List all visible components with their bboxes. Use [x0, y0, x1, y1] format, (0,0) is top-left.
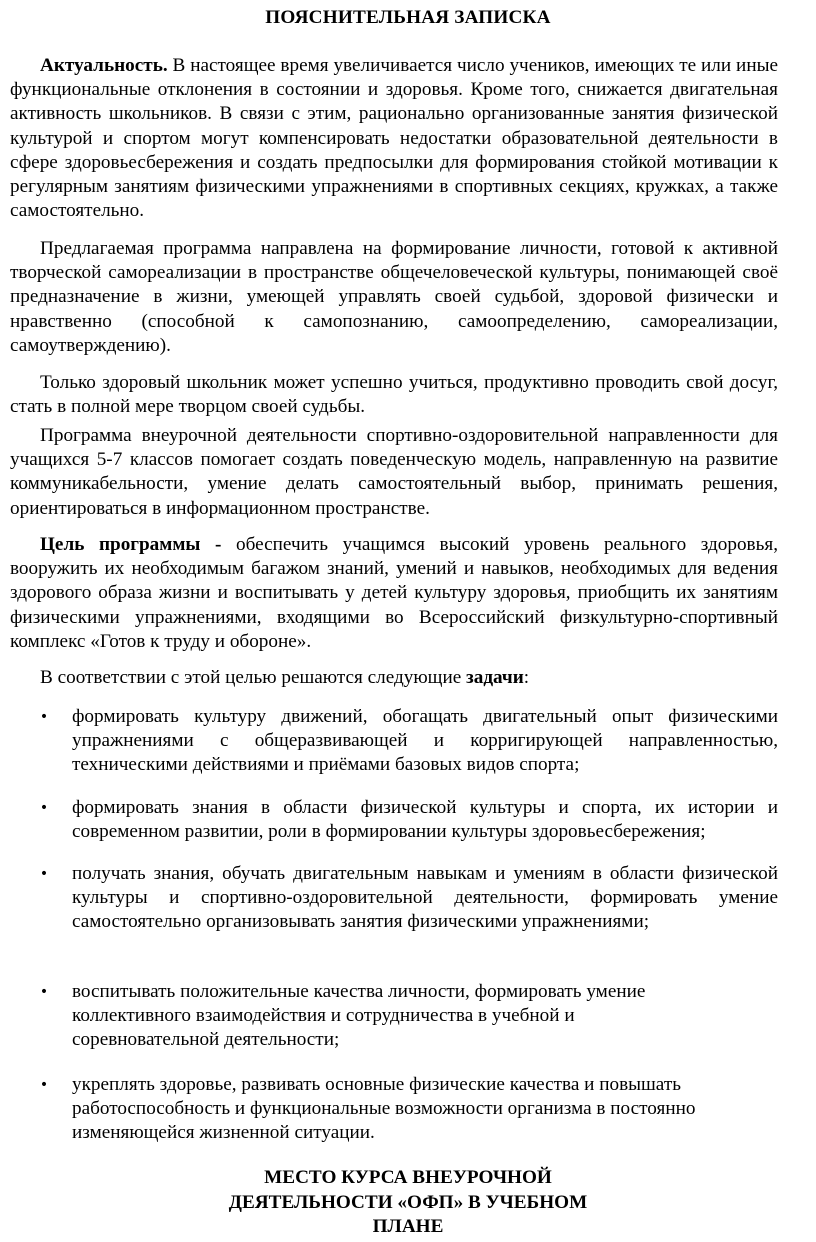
healthy-student-text: Только здоровый школьник может успешно учиться, продуктивно проводить свой досуг, стать в полной мере творцом своей судьбы. — [10, 372, 778, 418]
list-item: • формировать знания в области физической культуры и спорта, их истории и современном развитии, роли в формировании культуры здоровьесбережения; — [39, 797, 778, 843]
list-item: • воспитывать положительные качества личности, формировать умение коллективного взаимодействия и сотрудничества в учебной и соревновательной деятельности; — [39, 981, 646, 1051]
paragraph-program-description — [10, 424, 778, 521]
program-goal-label: Цель программы - — [40, 534, 222, 555]
relevance-label: Актуальность. — [40, 55, 168, 76]
list-item: • формировать культуру движений, обогащать двигательный опыт физическими упражнениями с общеразвивающей и корригирующей направленностью, техническими действиями и приёмами базовых видов спорта; — [39, 706, 778, 776]
paragraph-program-aim — [10, 237, 778, 358]
list-item: • укреплять здоровье, развивать основные физические качества и повышать работоспособность и функциональные возможности организма в постоянно изменяющейся жизненной ситуации. — [39, 1074, 696, 1144]
tasks-intro-prefix: В соответствии с этой целью решаются следующие — [40, 667, 467, 688]
section-title — [0, 1166, 816, 1240]
section-title-line2: ДЕЯТЕЛЬНОСТИ «ОФП» В УЧЕБНОМ — [228, 1191, 588, 1213]
paragraph-relevance — [10, 54, 778, 223]
program-description-text: Программа внеурочной деятельности спортивно-оздоровительной направленности для учащихся 5-7 классов помогает создать поведенческую модель, направленную на развитие коммуникабельности, умение делать самостоятельный выбор, принимать решения, ориентироваться в информационном пространстве. — [10, 425, 778, 519]
program-aim-text: Предлагаемая программа направлена на формирование личности, готовой к активной творческой самореализации в пространстве общечеловеческой культуры, понимающей своё предназначение в жизни, умеющей управлять своей судьбой, здоровой физически и нравственно (способной к самопознанию, самоопределению, самореализации, самоутверждению). — [10, 238, 778, 356]
bullet-icon: • — [39, 709, 49, 725]
section-title-line3: ПЛАНЕ — [372, 1216, 444, 1238]
relevance-text: В настоящее время увеличивается число учеников, имеющих те или иные функциональные отклонения в состоянии и здоровья. Кроме того, снижается двигательная активность школьников. В связи с этим, рационально организованные занятия физической культурой и спортом могут компенсировать недостатки образовательной деятельности в сфере здоровьесбережения и создать предпосылки для формирования стойкой мотивации к регулярным занятиям физическими упражнениями в спортивных секциях, кружках, а также самостоятельно. — [10, 55, 778, 222]
paragraph-tasks-intro — [10, 666, 778, 690]
list-item: • получать знания, обучать двигательным навыкам и умениям в области физической культуры и спортивно-оздоровительной деятельности, формировать умение самостоятельно организовывать занятия физическими упражнениями; — [39, 863, 778, 933]
program-goal-text: обеспечить учащимся высокий уровень реального здоровья, вооружить их необходимым багажом знаний, умений и навыков, необходимых для ведения здорового образа жизни и воспитывать у детей культуру здоровья, приобщить их занятиям физическими упражнениями, входящими во Всероссийский физкультурно-спортивный комплекс «Готов к труду и обороне». — [10, 534, 778, 652]
paragraph-healthy-student — [10, 371, 778, 419]
page-title: ПОЯСНИТЕЛЬНАЯ ЗАПИСКА — [265, 7, 551, 28]
section-title-line1: МЕСТО КУРСА ВНЕУРОЧНОЙ — [264, 1167, 552, 1188]
tasks-intro-bold: задачи — [466, 667, 524, 688]
paragraph-program-goal — [10, 533, 778, 654]
bullet-icon: • — [39, 800, 49, 816]
bullet-icon: • — [39, 866, 49, 882]
bullet-icon: • — [39, 1077, 49, 1093]
tasks-intro-suffix: : — [523, 667, 530, 688]
bullet-icon: • — [39, 984, 49, 1000]
